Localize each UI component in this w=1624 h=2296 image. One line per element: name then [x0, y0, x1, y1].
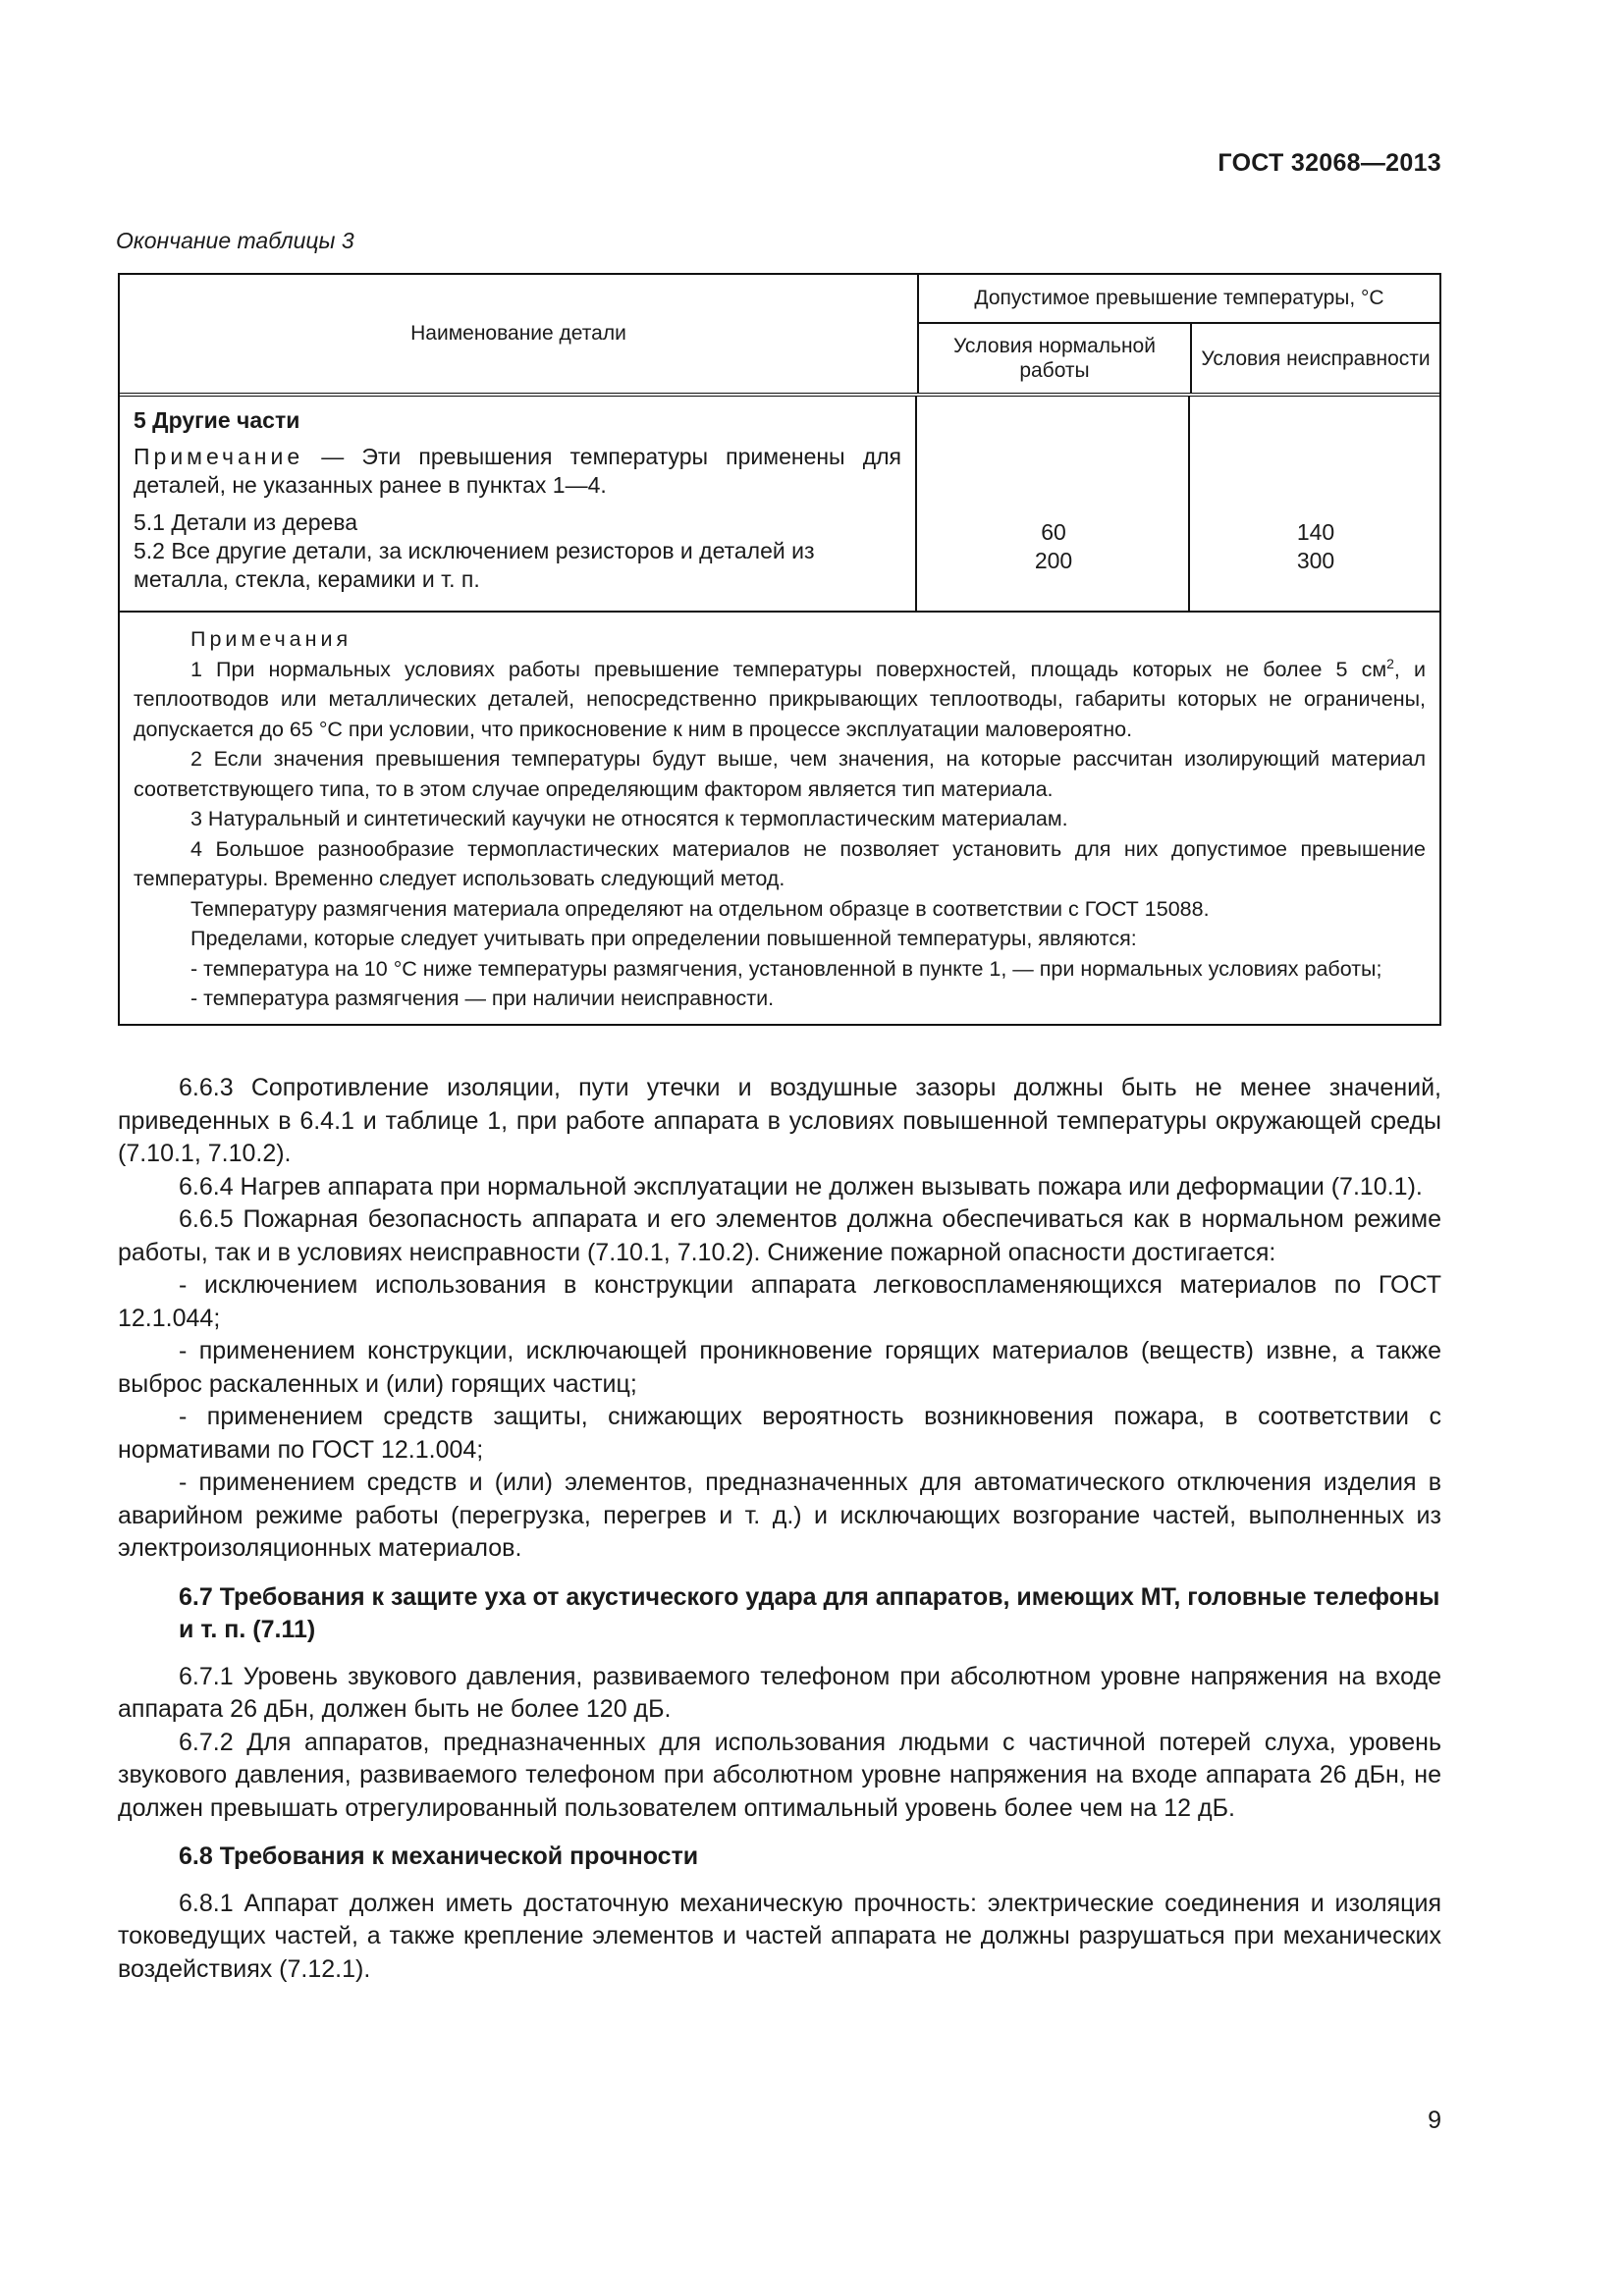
body-text [118, 1072, 1441, 1986]
note-3: 3 Натуральный и синтетический каучуки не относятся к термопластическим материалам. [190, 807, 1068, 830]
paragraph-6-6-4: 6.6.4 Нагрев аппарата при нормальной эксплуатации не должен вызывать пожара или деформации (7.10.1). [179, 1172, 1423, 1201]
notes-title: Примечания [190, 627, 352, 651]
header-fault-conditions: Условия неисправности [1201, 347, 1431, 370]
note-2: 2 Если значения превышения температуры будут выше, чем значения, на которые рассчитан изолирующий материал соответствующего типа, то в этом случае определяющим фактором является тип материала. [134, 747, 1426, 801]
section-note [134, 443, 901, 500]
header-part-name: Наименование детали [120, 275, 919, 393]
note-8: - температура размягчения — при наличии неисправности. [190, 987, 775, 1010]
header-normal-conditions: Условия нормальной работы [919, 324, 1192, 393]
paragraph-6-8-1: 6.8.1 Аппарат должен иметь достаточную механическую прочность: электрические соединения и изоляция токоведущих частей, а также крепление элементов и частей аппарата не должны разрушаться при механических воздействиях (7.12.1). [118, 1889, 1441, 1983]
part-name-column [120, 397, 917, 611]
table-cell-normal: 200 [1034, 548, 1073, 573]
fault-conditions-column [1192, 397, 1439, 611]
list-item: - применением конструкции, исключающей проникновение горящих материалов (веществ) извне, а также выброс раскаленных и (или) горящих частиц; [118, 1337, 1441, 1398]
note-5: Температуру размягчения материала определяют на отдельном образце в соответствии с ГОСТ 15088. [190, 896, 1210, 921]
note-1: 1 При нормальных условиях работы превышение температуры поверхностей, площадь которых не более 5 $см^2$, и теплоотводов или металлических деталей, непосредственно прикрывающих теплоотводы, габариты которых не ограничены, допускается до 65 °С при условии, что прикосновение к ним в процессе эксплуатации маловероятно. [134, 655, 1426, 741]
list-item: - исключением использования в конструкции аппарата легковоспламеняющихся материалов по ГОСТ 12.1.044; [118, 1271, 1441, 1332]
section-note-text: — Эти превышения температуры применены для деталей, не указанных ранее в пунктах 1—4. [134, 444, 901, 498]
table-header [120, 275, 1439, 397]
note-7: - температура на 10 °С ниже температуры размягчения, установленной в пункте 1, — при нормальных условиях работы; [190, 956, 1382, 981]
heading-6-7: 6.7 Требования к защите уха от акустического удара для аппаратов, имеющих МТ, головные телефоны и т. п. (7.11) [179, 1582, 1440, 1643]
table-caption: Окончание таблицы 3 [116, 228, 354, 253]
paragraph-6-6-5: 6.6.5 Пожарная безопасность аппарата и его элементов должна обеспечиваться как в нормальном режиме работы, так и в условиях неисправности (7.10.1, 7.10.2). Снижение пожарной опасности достигается: [118, 1205, 1441, 1266]
normal-conditions-column [919, 397, 1190, 611]
table-body [120, 397, 1439, 613]
table-cell-fault: 140 [1296, 519, 1335, 545]
table-row-name: 5.2 Все другие детали, за исключением резисторов и деталей из металла, стекла, керамики и т. п. [134, 538, 815, 592]
note-6: Пределами, которые следует учитывать при определении повышенной температуры, являются: [190, 927, 1137, 950]
paragraph-6-7-2: 6.7.2 Для аппаратов, предназначенных для использования людьми с частичной потерей слуха, уровень звукового давления, развиваемого телефоном при абсолютном уровне напряжения на входе аппарата 26 дБн, не должен превышать отрегулированный пользователем оптимальный уровень более чем на 12 дБ. [118, 1728, 1441, 1822]
section-note-label: Примечание [134, 444, 304, 469]
section-title: 5 Другие части [134, 407, 300, 433]
heading-6-8: 6.8 Требования к механической прочности [179, 1842, 699, 1870]
document-code: ГОСТ 32068—2013 [1218, 149, 1441, 177]
header-temperature-rise: Допустимое превышение температуры, °С [919, 275, 1439, 324]
list-item: - применением средств и (или) элементов, предназначенных для автоматического отключения изделия в аварийном режиме работы (перегрузка, перегрев и т. д.) и исключающих возгорание частей, выполненных из электроизоляционных материалов. [118, 1468, 1441, 1562]
page-number: 9 [1428, 2107, 1441, 2134]
paragraph-6-6-3: 6.6.3 Сопротивление изоляции, пути утечки и воздушные зазоры должны быть не менее значений, приведенных в 6.4.1 и таблице 1, при работе аппарата в условиях повышенной температуры окружающей среды (7.10.1, 7.10.2). [118, 1074, 1441, 1167]
table-cell-normal: 60 [1041, 519, 1066, 545]
paragraph-6-7-1: 6.7.1 Уровень звукового давления, развиваемого телефоном при абсолютном уровне напряжения на входе аппарата 26 дБн, должен быть не более 120 дБ. [118, 1662, 1441, 1723]
note-4: 4 Большое разнообразие термопластических материалов не позволяет установить для них допустимое превышение температуры. Временно следует использовать следующий метод. [134, 836, 1426, 890]
table-cell-fault: 300 [1296, 548, 1335, 573]
table-notes [120, 613, 1439, 1024]
list-item: - применением средств защиты, снижающих вероятность возникновения пожара, в соответствии с нормативами по ГОСТ 12.1.004; [118, 1403, 1441, 1464]
table-row-name: 5.1 Детали из дерева [134, 509, 358, 535]
temperature-table [118, 273, 1441, 1026]
